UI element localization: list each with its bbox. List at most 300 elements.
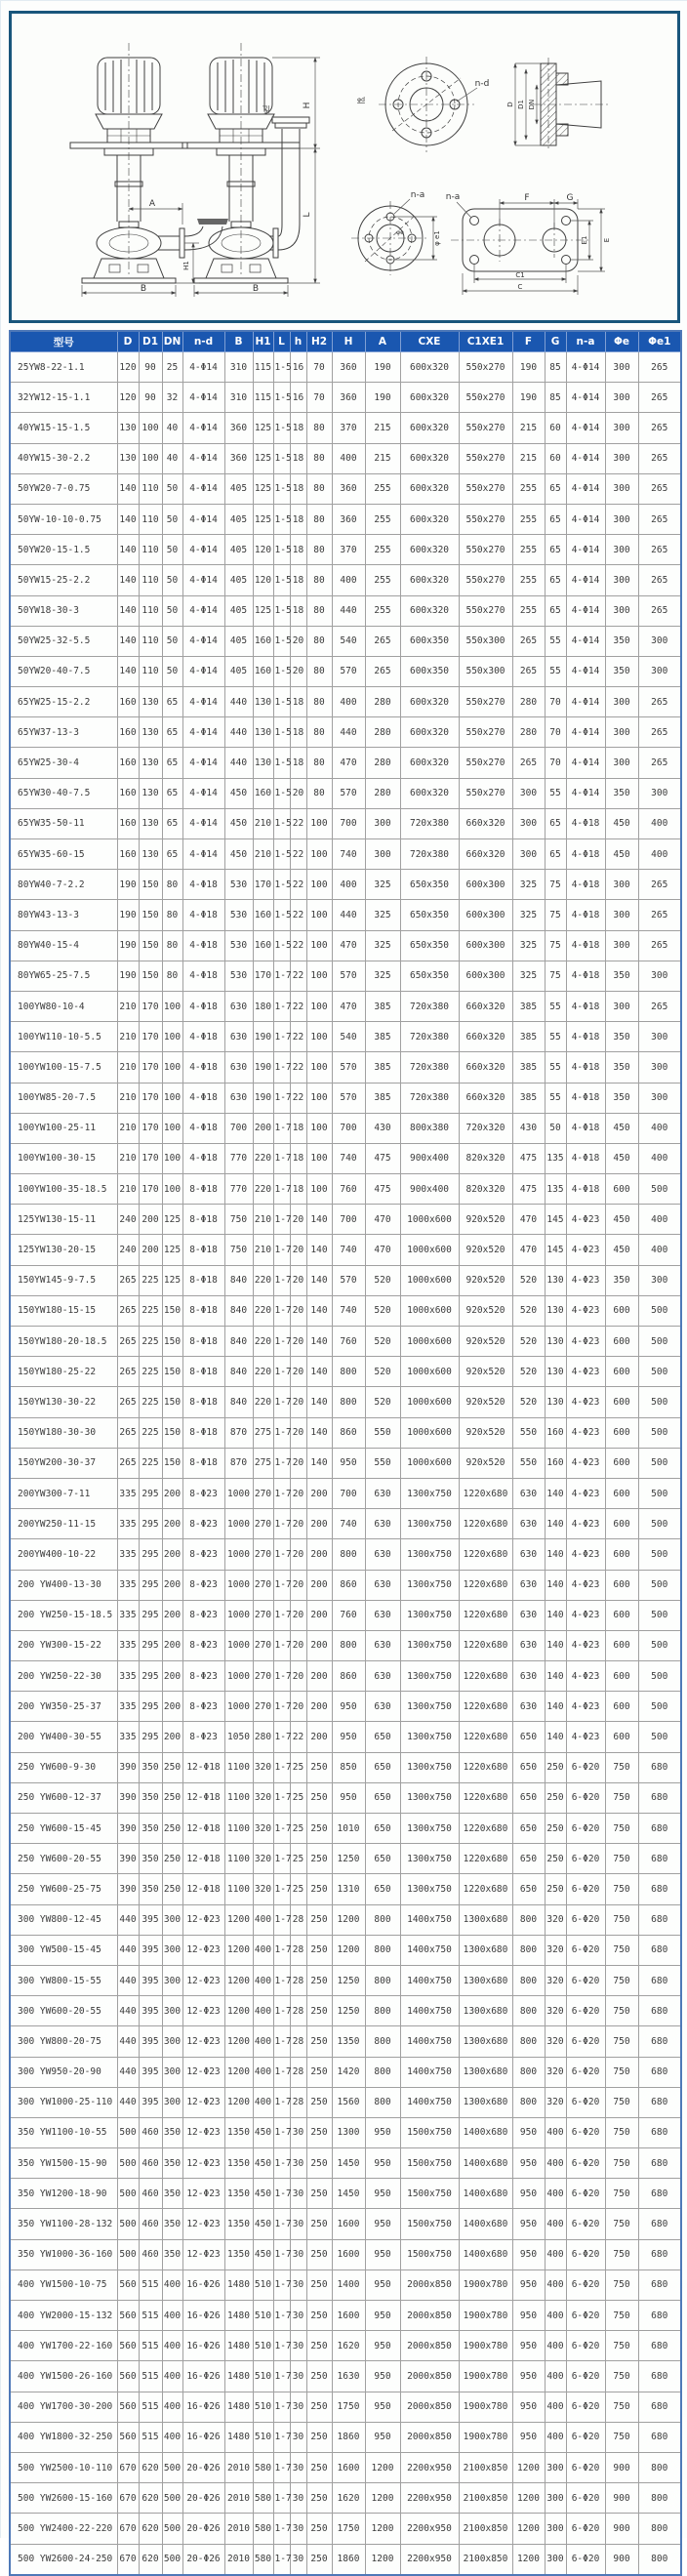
value-cell: 115	[253, 383, 273, 413]
model-cell: 250 YW600-9-30	[10, 1752, 117, 1782]
value-cell: 750	[605, 2209, 638, 2239]
value-cell: 25	[290, 1874, 306, 1904]
value-cell: 510	[253, 2361, 273, 2392]
model-cell: 300 YW500-15-45	[10, 1935, 117, 1965]
value-cell: 1-7	[273, 1265, 290, 1295]
value-cell: 265	[117, 1327, 139, 1357]
value-cell: 1000	[224, 1661, 253, 1692]
value-cell: 1400x680	[459, 2239, 512, 2269]
value-cell: 630	[512, 1630, 545, 1660]
table-row	[10, 1844, 681, 1874]
value-cell: 1560	[332, 2087, 365, 2117]
value-cell: 720x380	[400, 808, 459, 838]
value-cell: 570	[332, 961, 365, 991]
value-cell: 750	[224, 1235, 253, 1265]
value-cell: 1400x680	[459, 2209, 512, 2239]
value-cell: 1400x750	[400, 1904, 459, 1935]
value-cell: 750	[605, 2331, 638, 2361]
table-row	[10, 352, 681, 383]
value-cell: 135	[545, 1174, 566, 1205]
value-cell: 440	[117, 1996, 139, 2026]
value-cell: 280	[512, 687, 545, 717]
value-cell: 16	[290, 383, 306, 413]
value-cell: 250	[306, 2544, 332, 2575]
value-cell: 250	[306, 2514, 332, 2544]
value-cell: 125	[162, 1235, 182, 1265]
value-cell: 120	[117, 352, 139, 383]
value-cell: 4-Φ23	[566, 1295, 605, 1326]
value-cell: 50	[545, 1113, 566, 1143]
column-header: n-a	[566, 331, 605, 352]
value-cell: 630	[365, 1630, 400, 1660]
value-cell: 100	[162, 1113, 182, 1143]
value-cell: 4-Φ14	[566, 656, 605, 686]
value-cell: 500	[638, 1600, 681, 1630]
value-cell: 320	[253, 1814, 273, 1844]
value-cell: 130	[253, 687, 273, 717]
value-cell: 400	[253, 2026, 273, 2057]
value-cell: 1600	[332, 2301, 365, 2331]
value-cell: 265	[117, 1448, 139, 1478]
value-cell: 30	[290, 2209, 306, 2239]
riser-flange-label: φd	[263, 105, 269, 113]
value-cell: 2000x850	[400, 2361, 459, 2392]
value-cell: 28	[290, 1904, 306, 1935]
value-cell: 680	[638, 2057, 681, 2087]
value-cell: 520	[512, 1327, 545, 1357]
value-cell: 295	[139, 1539, 162, 1570]
value-cell: 470	[512, 1235, 545, 1265]
value-cell: 1-7	[273, 1052, 290, 1083]
value-cell: 1400x680	[459, 2117, 512, 2147]
value-cell: 8-Φ23	[182, 1692, 224, 1722]
value-cell: 660x320	[459, 1083, 512, 1113]
table-row	[10, 1083, 681, 1113]
value-cell: 215	[365, 443, 400, 473]
model-cell: 100YW80-10-4	[10, 991, 117, 1021]
value-cell: 580	[253, 2514, 273, 2544]
value-cell: 1250	[332, 1965, 365, 1995]
value-cell: 1-7	[273, 1327, 290, 1357]
value-cell: 190	[253, 1052, 273, 1083]
value-cell: 440	[224, 717, 253, 748]
value-cell: 1900x780	[459, 2361, 512, 2392]
value-cell: 500	[638, 1174, 681, 1205]
value-cell: 500	[117, 2179, 139, 2209]
value-cell: 670	[117, 2544, 139, 2575]
value-cell: 2000x850	[400, 2331, 459, 2361]
value-cell: 255	[365, 504, 400, 534]
value-cell: 660x320	[459, 991, 512, 1021]
value-cell: 100	[306, 1022, 332, 1052]
column-header: H	[332, 331, 365, 352]
value-cell: 500	[638, 1661, 681, 1692]
value-cell: 4-Φ14	[182, 717, 224, 748]
model-cell: 50YW-10-10-0.75	[10, 504, 117, 534]
table-row	[10, 1417, 681, 1448]
value-cell: 250	[545, 1874, 566, 1904]
model-cell: 65YW35-50-11	[10, 808, 117, 838]
table-row	[10, 2148, 681, 2179]
column-header: B	[224, 331, 253, 352]
value-cell: 28	[290, 2026, 306, 2057]
value-cell: 950	[332, 1448, 365, 1478]
value-cell: 600	[605, 1722, 638, 1752]
value-cell: 950	[332, 1782, 365, 1813]
value-cell: 110	[139, 595, 162, 626]
value-cell: 1-7	[273, 2087, 290, 2117]
value-cell: 1200	[224, 2087, 253, 2117]
value-cell: 1400x750	[400, 2026, 459, 2057]
value-cell: 600	[605, 1692, 638, 1722]
value-cell: 1-7	[273, 2148, 290, 2179]
value-cell: 475	[365, 1143, 400, 1173]
value-cell: 250	[306, 1782, 332, 1813]
value-cell: 1620	[332, 2331, 365, 2361]
value-cell: 295	[139, 1630, 162, 1660]
value-cell: 6-Φ20	[566, 2026, 605, 2057]
value-cell: 30	[290, 2331, 306, 2361]
value-cell: 1900x780	[459, 2269, 512, 2300]
value-cell: 200	[139, 1235, 162, 1265]
value-cell: 20	[290, 1295, 306, 1326]
value-cell: 225	[139, 1417, 162, 1448]
value-cell: 250	[306, 1935, 332, 1965]
value-cell: 460	[139, 2148, 162, 2179]
value-cell: 110	[139, 535, 162, 565]
value-cell: 1300	[332, 2117, 365, 2147]
value-cell: 1480	[224, 2331, 253, 2361]
value-cell: 300	[605, 565, 638, 595]
value-cell: 16-Φ26	[182, 2422, 224, 2452]
value-cell: 1100	[224, 1782, 253, 1813]
value-cell: 110	[139, 565, 162, 595]
value-cell: 1-5	[273, 443, 290, 473]
value-cell: 250	[306, 2452, 332, 2482]
table-row	[10, 1752, 681, 1782]
value-cell: 200	[306, 1661, 332, 1692]
value-cell: 265	[117, 1417, 139, 1448]
value-cell: 1220x680	[459, 1661, 512, 1692]
value-cell: 2000x850	[400, 2392, 459, 2422]
value-cell: 1900x780	[459, 2331, 512, 2361]
value-cell: 1-7	[273, 2209, 290, 2239]
value-cell: 4-Φ23	[566, 1722, 605, 1752]
value-cell: 265	[638, 595, 681, 626]
value-cell: 350	[605, 1052, 638, 1083]
model-cell: 250 YW600-20-55	[10, 1844, 117, 1874]
value-cell: 250	[306, 2239, 332, 2269]
table-header-row	[10, 331, 681, 352]
value-cell: 680	[638, 2087, 681, 2117]
value-cell: 4-Φ18	[566, 1174, 605, 1205]
value-cell: 1300x750	[400, 1661, 459, 1692]
value-cell: 220	[253, 1265, 273, 1295]
value-cell: 395	[139, 1935, 162, 1965]
value-cell: 4-Φ18	[566, 930, 605, 961]
value-cell: 80	[306, 717, 332, 748]
value-cell: 600x320	[400, 778, 459, 808]
value-cell: 28	[290, 1935, 306, 1965]
value-cell: 100	[306, 991, 332, 1021]
value-cell: 950	[365, 2117, 400, 2147]
value-cell: 750	[605, 1904, 638, 1935]
value-cell: 215	[512, 443, 545, 473]
value-cell: 600	[605, 1478, 638, 1508]
value-cell: 70	[545, 717, 566, 748]
value-cell: 630	[512, 1539, 545, 1570]
value-cell: 860	[332, 1417, 365, 1448]
value-cell: 20-Φ26	[182, 2483, 224, 2514]
dim-label-d: D	[506, 102, 514, 107]
value-cell: 1-7	[273, 2331, 290, 2361]
value-cell: 820x320	[459, 1143, 512, 1173]
value-cell: 440	[117, 1904, 139, 1935]
value-cell: 560	[117, 2301, 139, 2331]
value-cell: 12-Φ23	[182, 1965, 224, 1995]
value-cell: 1000	[224, 1600, 253, 1630]
value-cell: 16-Φ26	[182, 2392, 224, 2422]
value-cell: 1-7	[273, 2026, 290, 2057]
value-cell: 270	[253, 1600, 273, 1630]
value-cell: 430	[365, 1113, 400, 1143]
value-cell: 500	[638, 1692, 681, 1722]
value-cell: 1100	[224, 1752, 253, 1782]
value-cell: 295	[139, 1600, 162, 1630]
value-cell: 550x270	[459, 352, 512, 383]
value-cell: 470	[332, 748, 365, 778]
value-cell: 20	[290, 1692, 306, 1722]
value-cell: 300	[605, 930, 638, 961]
value-cell: 125	[253, 595, 273, 626]
value-cell: 560	[117, 2422, 139, 2452]
value-cell: 400	[253, 2057, 273, 2087]
value-cell: 750	[605, 2422, 638, 2452]
value-cell: 600	[605, 1539, 638, 1570]
value-cell: 1500x750	[400, 2209, 459, 2239]
value-cell: 8-Φ18	[182, 1235, 224, 1265]
value-cell: 300	[638, 1083, 681, 1113]
value-cell: 210	[253, 808, 273, 838]
dim-label-n-d: n-d	[474, 79, 490, 89]
value-cell: 1300x750	[400, 1814, 459, 1844]
value-cell: 1500x750	[400, 2179, 459, 2209]
value-cell: 320	[545, 1996, 566, 2026]
value-cell: 750	[224, 1205, 253, 1235]
value-cell: 65	[545, 535, 566, 565]
value-cell: 300	[605, 473, 638, 504]
value-cell: 150	[162, 1295, 182, 1326]
value-cell: 4-Φ14	[566, 352, 605, 383]
value-cell: 500	[162, 2452, 182, 2482]
value-cell: 6-Φ20	[566, 2148, 605, 2179]
value-cell: 325	[365, 930, 400, 961]
value-cell: 4-Φ23	[566, 1327, 605, 1357]
value-cell: 1000	[224, 1478, 253, 1508]
value-cell: 18	[290, 717, 306, 748]
value-cell: 250	[306, 1996, 332, 2026]
value-cell: 225	[139, 1327, 162, 1357]
value-cell: 130	[139, 778, 162, 808]
value-cell: 600x320	[400, 413, 459, 443]
value-cell: 4-Φ23	[566, 1661, 605, 1692]
value-cell: 800	[512, 2026, 545, 2057]
value-cell: 170	[253, 961, 273, 991]
value-cell: 600	[605, 1661, 638, 1692]
value-cell: 680	[638, 2422, 681, 2452]
value-cell: 4-Φ14	[182, 778, 224, 808]
value-cell: 40	[162, 413, 182, 443]
value-cell: 600	[605, 1448, 638, 1478]
table-row	[10, 1387, 681, 1417]
table-row	[10, 535, 681, 565]
value-cell: 160	[545, 1417, 566, 1448]
value-cell: 4-Φ23	[566, 1235, 605, 1265]
value-cell: 265	[512, 656, 545, 686]
value-cell: 140	[545, 1478, 566, 1508]
value-cell: 650x350	[400, 930, 459, 961]
value-cell: 60	[545, 443, 566, 473]
value-cell: 360	[224, 413, 253, 443]
value-cell: 1000	[224, 1570, 253, 1600]
value-cell: 800	[332, 1630, 365, 1660]
value-cell: 385	[512, 1083, 545, 1113]
value-cell: 950	[365, 2239, 400, 2269]
value-cell: 720x380	[400, 1052, 459, 1083]
value-cell: 950	[365, 2392, 400, 2422]
value-cell: 350	[162, 2148, 182, 2179]
dimension-drawing-svg	[12, 14, 677, 314]
value-cell: 4-Φ18	[566, 961, 605, 991]
value-cell: 335	[117, 1661, 139, 1692]
value-cell: 440	[117, 1965, 139, 1995]
value-cell: 30	[290, 2269, 306, 2300]
value-cell: 16-Φ26	[182, 2361, 224, 2392]
value-cell: 600	[605, 1174, 638, 1205]
value-cell: 630	[224, 1022, 253, 1052]
value-cell: 300	[512, 808, 545, 838]
value-cell: 25	[162, 352, 182, 383]
dim-label-g: G	[566, 193, 574, 203]
value-cell: 160	[117, 748, 139, 778]
value-cell: 300	[638, 656, 681, 686]
value-cell: 350	[605, 1083, 638, 1113]
value-cell: 1220x680	[459, 1752, 512, 1782]
value-cell: 950	[512, 2331, 545, 2361]
table-row	[10, 2361, 681, 2392]
value-cell: 80	[306, 778, 332, 808]
value-cell: 250	[306, 1814, 332, 1844]
value-cell: 350	[162, 2117, 182, 2147]
value-cell: 1-5	[273, 565, 290, 595]
value-cell: 800	[638, 2544, 681, 2575]
value-cell: 12-Φ23	[182, 1996, 224, 2026]
table-row	[10, 2452, 681, 2482]
value-cell: 1-7	[273, 1143, 290, 1173]
value-cell: 110	[139, 504, 162, 534]
table-row	[10, 961, 681, 991]
value-cell: 550x300	[459, 656, 512, 686]
value-cell: 6-Φ20	[566, 2209, 605, 2239]
value-cell: 12-Φ18	[182, 1814, 224, 1844]
value-cell: 8-Φ18	[182, 1417, 224, 1448]
value-cell: 1600	[332, 2209, 365, 2239]
value-cell: 1480	[224, 2422, 253, 2452]
model-cell: 150YW145-9-7.5	[10, 1265, 117, 1295]
value-cell: 12-Φ23	[182, 2209, 224, 2239]
value-cell: 760	[332, 1327, 365, 1357]
value-cell: 18	[290, 1174, 306, 1205]
value-cell: 65	[545, 565, 566, 595]
value-cell: 130	[139, 808, 162, 838]
value-cell: 200	[162, 1722, 182, 1752]
value-cell: 515	[139, 2301, 162, 2331]
value-cell: 740	[332, 1509, 365, 1539]
value-cell: 320	[253, 1782, 273, 1813]
value-cell: 1350	[224, 2148, 253, 2179]
value-cell: 400	[162, 2331, 182, 2361]
value-cell: 20	[290, 1205, 306, 1235]
table-row	[10, 1327, 681, 1357]
value-cell: 550x270	[459, 473, 512, 504]
value-cell: 1200	[365, 2514, 400, 2544]
value-cell: 190	[365, 383, 400, 413]
model-cell: 300 YW800-15-55	[10, 1965, 117, 1995]
value-cell: 80	[162, 930, 182, 961]
value-cell: 440	[117, 1935, 139, 1965]
value-cell: 250	[162, 1814, 182, 1844]
table-row	[10, 778, 681, 808]
value-cell: 4-Φ18	[566, 808, 605, 838]
value-cell: 1220x680	[459, 1509, 512, 1539]
value-cell: 2100x850	[459, 2452, 512, 2482]
value-cell: 150	[162, 1448, 182, 1478]
table-row	[10, 1509, 681, 1539]
value-cell: 270	[253, 1539, 273, 1570]
dim-label-a: A	[148, 199, 156, 209]
value-cell: 720x380	[400, 839, 459, 870]
value-cell: 265	[638, 352, 681, 383]
model-cell: 100YW100-30-15	[10, 1143, 117, 1173]
value-cell: 160	[117, 808, 139, 838]
value-cell: 215	[365, 413, 400, 443]
model-cell: 200 YW300-15-22	[10, 1630, 117, 1660]
value-cell: 200	[306, 1600, 332, 1630]
column-header: L	[273, 331, 290, 352]
value-cell: 300	[512, 778, 545, 808]
model-cell: 50YW15-25-2.2	[10, 565, 117, 595]
value-cell: 75	[545, 870, 566, 900]
value-cell: 300	[605, 504, 638, 534]
value-cell: 100	[306, 1143, 332, 1173]
value-cell: 200	[162, 1539, 182, 1570]
value-cell: 1-7	[273, 2057, 290, 2087]
value-cell: 385	[365, 991, 400, 1021]
value-cell: 760	[332, 1600, 365, 1630]
value-cell: 600x350	[400, 656, 459, 686]
value-cell: 550x270	[459, 595, 512, 626]
value-cell: 110	[139, 473, 162, 504]
value-cell: 18	[290, 595, 306, 626]
value-cell: 800	[365, 1935, 400, 1965]
value-cell: 400	[638, 1113, 681, 1143]
value-cell: 50	[162, 473, 182, 504]
value-cell: 350	[139, 1752, 162, 1782]
value-cell: 1350	[224, 2239, 253, 2269]
value-cell: 400	[162, 2392, 182, 2422]
foundation-plate-view	[451, 202, 589, 271]
value-cell: 450	[224, 778, 253, 808]
